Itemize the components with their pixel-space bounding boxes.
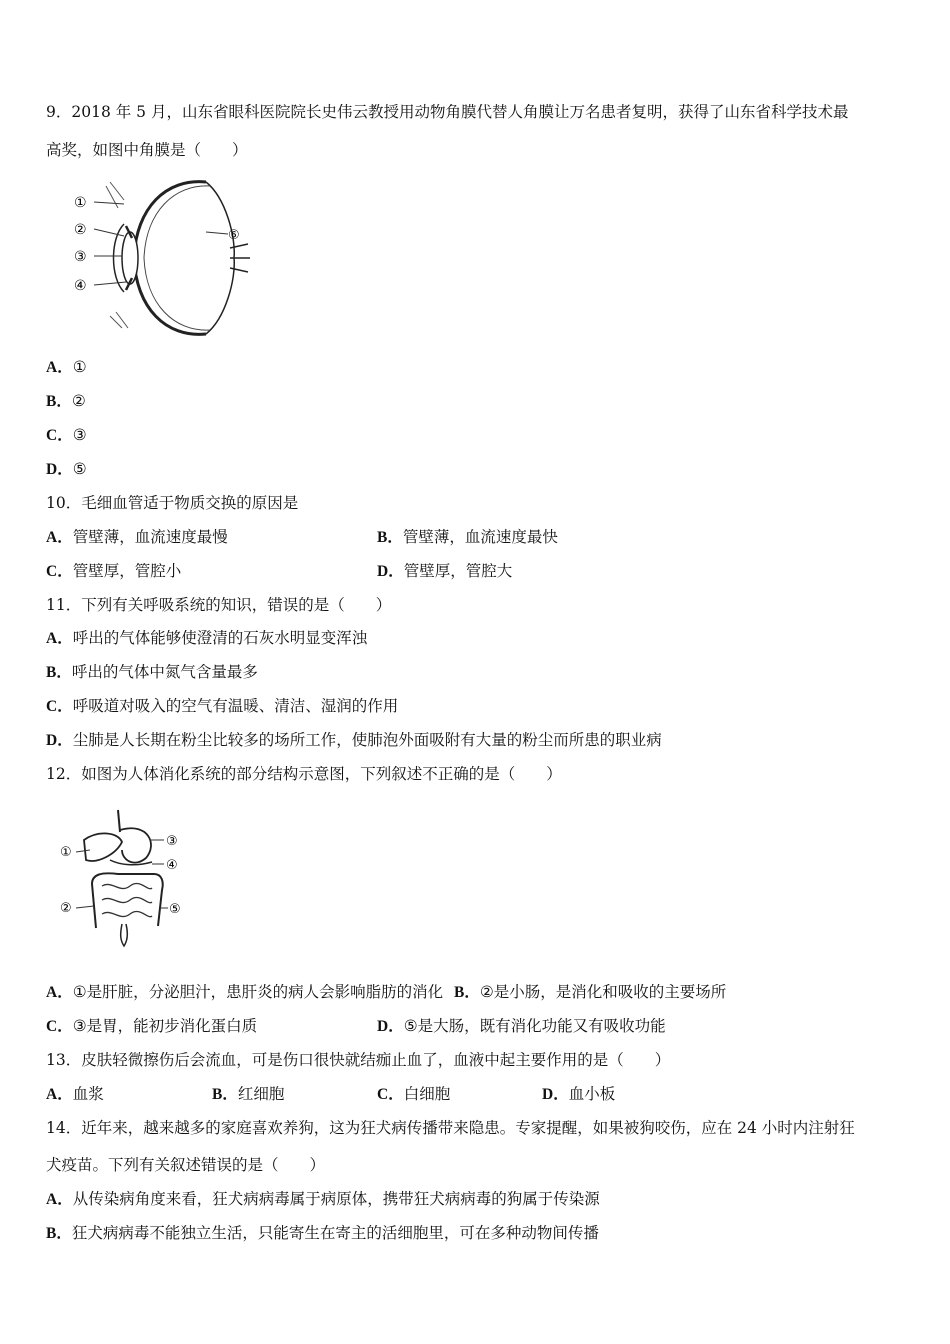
q10-option-c-label: C．	[46, 563, 73, 580]
q10-option-a-label: A．	[46, 529, 73, 546]
q11-option-b-text: 呼出的气体中氮气含量最多	[71, 663, 258, 681]
q9-option-d-text: ⑤	[72, 460, 87, 478]
q12-stem: 12．如图为人体消化系统的部分结构示意图，下列叙述不正确的是（ ）	[46, 765, 562, 783]
q9-option-c-label: C．	[46, 427, 73, 444]
eye-label-1: ①	[74, 195, 87, 211]
q10-option-b-label: B．	[377, 529, 403, 546]
q10-option-d-text: 管壁厚，管腔大	[403, 562, 513, 580]
q11-stem: 11．下列有关呼吸系统的知识，错误的是（ ）	[46, 596, 392, 614]
q10-option-row-2	[46, 561, 513, 582]
q12-option-a-text: ①是肝脏，分泌胆汁，患肝炎的病人会影响脂肪的消化	[72, 983, 444, 1001]
q12-option-row-1	[46, 982, 726, 1003]
q11-option-d	[46, 730, 662, 751]
q9-option-a-text: ①	[72, 358, 87, 376]
q12-option-row-2	[46, 1016, 666, 1037]
q10-option-row-1	[46, 527, 558, 548]
q9-option-b-label: B．	[46, 393, 72, 410]
q13-option-c-label: C．	[377, 1086, 404, 1103]
eye-label-4: ④	[74, 278, 87, 294]
q9-option-b	[46, 391, 86, 412]
q12-option-c-text: ③是胃，能初步消化蛋白质	[72, 1017, 258, 1035]
q13-option-a-text: 血浆	[72, 1085, 104, 1103]
q11-option-d-text: 尘肺是人长期在粉尘比较多的场所工作，使肺泡外面吸附有大量的粉尘而所患的职业病	[72, 731, 662, 749]
digestive-diagram-svg	[58, 808, 188, 950]
q14-option-b	[46, 1223, 599, 1244]
q13-option-a-label: A．	[46, 1086, 73, 1103]
q13-option-d-text: 血小板	[568, 1085, 616, 1103]
q14-option-a-label: A．	[46, 1191, 73, 1208]
digestive-label-4: ④	[166, 858, 178, 873]
q9-option-d	[46, 459, 87, 480]
q9-stem-line2: 高奖，如图中角膜是（ ）	[46, 141, 248, 159]
q10-option-b-text: 管壁薄，血流速度最快	[402, 528, 558, 546]
q9-option-d-label: D．	[46, 461, 73, 478]
q14-option-b-text: 狂犬病病毒不能独立生活，只能寄生在寄主的活细胞里，可在多种动物间传播	[71, 1224, 599, 1242]
digestive-label-5: ⑤	[169, 902, 181, 917]
q11-option-c-label: C．	[46, 698, 73, 715]
eye-diagram	[66, 178, 256, 338]
q9-option-b-text: ②	[71, 392, 86, 410]
q12-option-b-text: ②是小肠，是消化和吸收的主要场所	[479, 983, 727, 1001]
eye-label-6: ⑥	[228, 228, 240, 243]
q14-option-a-text: 从传染病角度来看，狂犬病病毒属于病原体，携带狂犬病病毒的狗属于传染源	[72, 1190, 600, 1208]
q14-stem-line2: 犬疫苗。下列有关叙述错误的是（ ）	[46, 1156, 326, 1174]
q10-option-c-text: 管壁厚，管腔小	[72, 562, 182, 580]
q12-option-b-label: B．	[454, 984, 480, 1001]
eye-diagram-svg	[66, 178, 256, 338]
q14-option-a	[46, 1189, 600, 1210]
q11-option-a	[46, 628, 367, 649]
q9-option-c	[46, 425, 87, 446]
q10-stem: 10．毛细血管适于物质交换的原因是	[46, 494, 299, 512]
q13-option-b-label: B．	[212, 1086, 238, 1103]
q13-option-c-text: 白细胞	[403, 1085, 451, 1103]
eye-label-3: ③	[74, 249, 87, 265]
q9-option-a-label: A．	[46, 359, 73, 376]
digestive-label-3: ③	[166, 834, 178, 849]
q11-option-c	[46, 696, 398, 717]
digestive-label-1: ①	[60, 845, 72, 860]
q10-option-d-label: D．	[377, 563, 404, 580]
q13-option-b-text: 红细胞	[237, 1085, 285, 1103]
q13-stem: 13．皮肤轻微擦伤后会流血，可是伤口很快就结痂止血了，血液中起主要作用的是（ ）	[46, 1051, 671, 1069]
q11-option-a-label: A．	[46, 630, 73, 647]
q11-option-c-text: 呼吸道对吸入的空气有温暖、清洁、湿润的作用	[72, 697, 399, 715]
q14-option-b-label: B．	[46, 1225, 72, 1242]
q10-option-a-text: 管壁薄，血流速度最慢	[72, 528, 228, 546]
digestive-label-2: ②	[60, 901, 72, 916]
q11-option-b	[46, 662, 258, 683]
q12-option-d-text: ⑤是大肠，既有消化功能又有吸收功能	[403, 1017, 666, 1035]
q11-option-a-text: 呼出的气体能够使澄清的石灰水明显变浑浊	[72, 629, 368, 647]
q12-option-c-label: C．	[46, 1018, 73, 1035]
q12-option-d-label: D．	[377, 1018, 404, 1035]
q9-option-c-text: ③	[72, 426, 87, 444]
q11-option-d-label: D．	[46, 732, 73, 749]
q9-stem-line1: 9．2018 年 5 月，山东省眼科医院院长史伟云教授用动物角膜代替人角膜让万名患者复明，获得了山东省科学技术最	[46, 103, 849, 121]
q11-option-b-label: B．	[46, 664, 72, 681]
q13-option-d-label: D．	[542, 1086, 569, 1103]
eye-label-2: ②	[74, 222, 87, 238]
digestive-system-diagram	[58, 808, 188, 950]
q9-option-a	[46, 357, 87, 378]
q14-stem-line1: 14．近年来，越来越多的家庭喜欢养狗，这为狂犬病传播带来隐患。专家提醒，如果被狗咬伤，应在 24 小时内注射狂	[46, 1119, 855, 1137]
q12-option-a-label: A．	[46, 984, 73, 1001]
